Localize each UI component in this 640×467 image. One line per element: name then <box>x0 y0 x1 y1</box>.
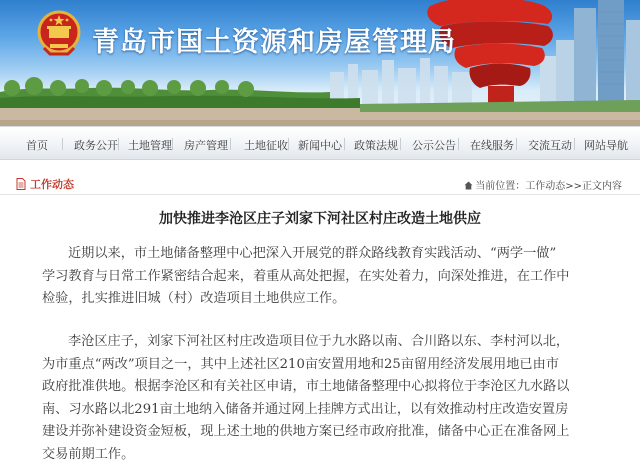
nav-item-online-service[interactable]: 在线服务 <box>470 139 514 152</box>
breadcrumb <box>464 177 622 192</box>
home-icon <box>464 181 473 190</box>
nav-separator <box>288 138 289 150</box>
paragraph-line: 交易前期工作。 <box>42 446 135 462</box>
nav-separator <box>172 138 173 150</box>
breadcrumb-text[interactable]: 当前位置：工作动态>>正文内容 <box>475 181 622 192</box>
paragraph-line: 为市重点“两改”项目之一，其中上述社区210亩安置用地和25亩留用经济发展用地已由市 <box>42 356 559 372</box>
section-label[interactable]: 工作动态 <box>30 178 74 191</box>
nav-separator <box>118 138 119 150</box>
national-emblem-icon <box>36 10 82 58</box>
site-title: 青岛市国土资源和房屋管理局 <box>92 27 456 58</box>
nav-item-site-map[interactable]: 网站导航 <box>584 139 628 152</box>
section-header <box>0 173 640 195</box>
nav-item-news[interactable]: 新闻中心 <box>298 139 342 152</box>
paragraph-line: 建设并弥补建设资金短板，现上述土地的供地方案已经市政府批准，储备中心正在准备网上 <box>42 424 570 440</box>
nav-item-home[interactable]: 首页 <box>26 139 48 152</box>
paragraph-line: 检验，扎实推进旧城（村）改造项目土地供应工作。 <box>42 291 346 307</box>
article-paragraph <box>42 331 618 467</box>
nav-separator <box>62 138 63 150</box>
document-icon <box>16 178 26 190</box>
main-nav <box>0 126 640 160</box>
paragraph-line: 李沧区庄子，刘家下河社区村庄改造项目位于九水路以南、合川路以东、李村河以北， <box>68 334 570 349</box>
city-skyline-illustration <box>0 0 640 126</box>
nav-separator <box>516 138 517 150</box>
nav-separator <box>574 138 575 150</box>
nav-item-policy[interactable]: 政策法规 <box>354 139 398 152</box>
nav-item-interaction[interactable]: 交流互动 <box>528 139 572 152</box>
nav-separator <box>230 138 231 150</box>
nav-separator <box>458 138 459 150</box>
nav-item-land[interactable]: 土地管理 <box>128 139 172 152</box>
article-paragraph <box>42 243 618 311</box>
header-banner <box>0 0 640 126</box>
nav-item-announcements[interactable]: 公示公告 <box>412 139 456 152</box>
paragraph-line: 政府批准供地。根据李沧区和有关社区申请，市土地储备整理中心拟将位于李沧区九水路以 <box>42 379 570 395</box>
article-title: 加快推进李沧区庄子刘家下河社区村庄改造土地供应 <box>159 211 481 227</box>
nav-separator <box>344 138 345 150</box>
nav-separator <box>400 138 401 150</box>
nav-item-gov-affairs[interactable]: 政务公开 <box>74 139 118 152</box>
paragraph-line: 学习教育与日常工作紧密结合起来，着重从高处把握，在实处着力，向深处推进，在工作中 <box>42 268 570 284</box>
nav-item-land-expropriation[interactable]: 土地征收 <box>244 139 288 152</box>
paragraph-line: 南、习水路以北291亩土地纳入储备并通过网上挂牌方式出让，以有效推动村庄改造安置房 <box>42 401 569 417</box>
paragraph-line: 近期以来，市土地储备整理中心把深入开展党的群众路线教育实践活动、“两学一做” <box>68 246 557 261</box>
nav-item-property[interactable]: 房产管理 <box>184 139 228 152</box>
